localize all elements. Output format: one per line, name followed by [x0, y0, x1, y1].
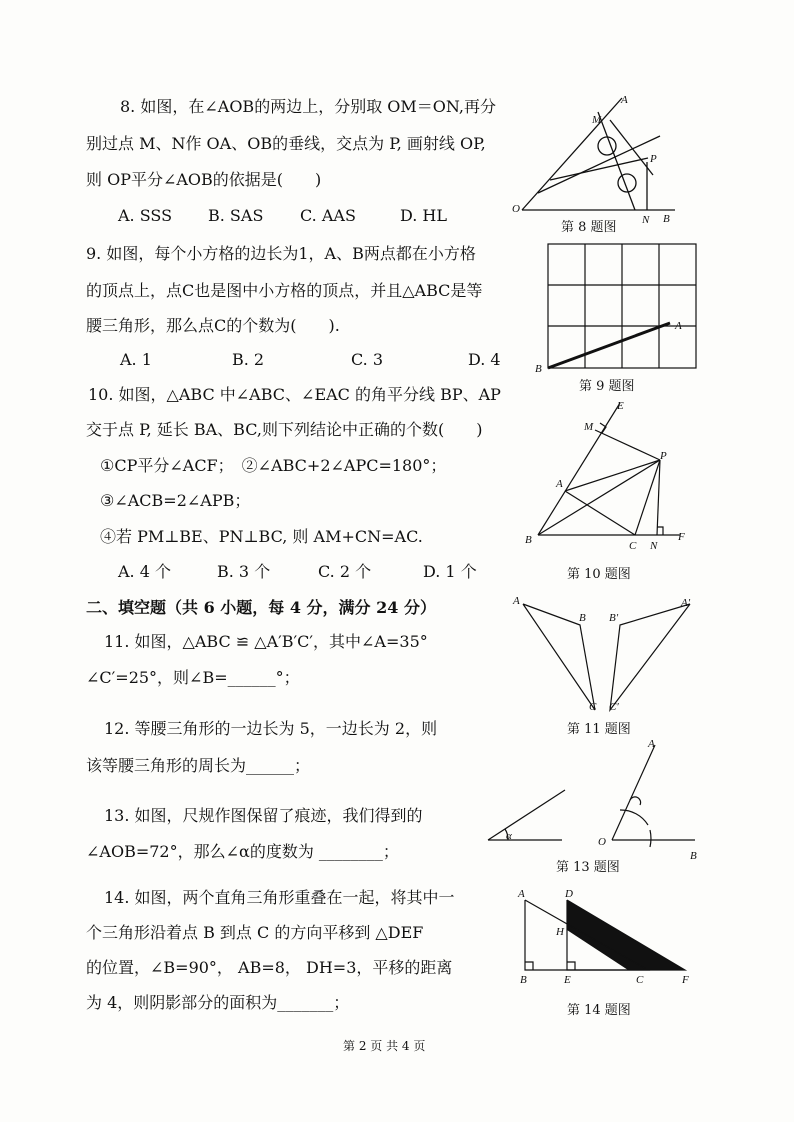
q13-line2: ∠AOB=72°，那么∠α的度数为 ________；	[86, 842, 399, 861]
q11-label-C: C	[589, 701, 597, 713]
q11-label-B: B	[579, 612, 586, 624]
q14-line4: 为 4，则阴影部分的面积为_______；	[86, 993, 350, 1012]
q8-option-c: C. AAS	[300, 206, 356, 225]
q11-line1: 11. 如图，△ABC ≌ △A′B′C′，其中∠A=35°	[104, 632, 428, 651]
q13-caption: 第 13 题图	[556, 860, 620, 875]
q11-label-A-prime: A′	[681, 597, 691, 609]
q10-statement-1: ①CP平分∠ACF； ②∠ABC+2∠APC=180°；	[100, 456, 447, 475]
q9-option-c: C. 3	[351, 350, 384, 369]
q10-option-b: B. 3 个	[217, 562, 271, 581]
q9-line1: 9. 如图，每个小方格的边长为1，A、B两点都在小方格	[86, 244, 476, 263]
q11-label-C-prime: C′	[609, 701, 619, 713]
page-footer: 第 2 页 共 4 页	[343, 1039, 426, 1053]
q10-line1: 10. 如图，△ABC 中∠ABC、∠EAC 的角平分线 BP、AP	[88, 385, 501, 404]
q14-label-D: D	[565, 888, 573, 900]
q8-option-d: D. HL	[400, 206, 448, 225]
q9-caption: 第 9 题图	[579, 379, 635, 394]
q9-line3: 腰三角形，那么点C的个数为( ).	[86, 316, 340, 335]
q13-line1: 13. 如图，尺规作图保留了痕迹，我们得到的	[104, 806, 423, 825]
q8-label-B: B	[663, 213, 670, 225]
q13-label-B: B	[690, 850, 697, 862]
q9-label-B: B	[535, 363, 542, 375]
q9-label-A: A	[675, 320, 682, 332]
q9-line2: 的顶点上，点C也是图中小方格的顶点，并且△ABC是等	[86, 281, 483, 300]
q8-label-M: M	[592, 114, 602, 126]
q10-label-P: P	[660, 450, 667, 462]
q10-label-E: E	[617, 400, 624, 412]
q14-label-A: A	[518, 888, 525, 900]
q12-line2: 该等腰三角形的周长为______；	[86, 756, 311, 775]
q8-figure	[510, 90, 690, 225]
q10-statement-3: ③∠ACB=2∠APB；	[100, 491, 251, 510]
q10-line2: 交于点 P, 延长 BA、BC,则下列结论中正确的个数( )	[86, 420, 483, 439]
q14-label-E: E	[564, 974, 571, 986]
q10-option-d: D. 1 个	[423, 562, 477, 581]
q13-label-A: A	[648, 738, 655, 750]
q14-figure	[510, 885, 700, 990]
q9-figure	[530, 240, 700, 375]
q10-caption: 第 10 题图	[567, 567, 631, 582]
q8-line3: 则 OP平分∠AOB的依据是( )	[86, 170, 322, 189]
q10-option-c: C. 2 个	[318, 562, 372, 581]
q14-label-B: B	[520, 974, 527, 986]
q8-caption: 第 8 题图	[561, 220, 617, 235]
q13-figure	[480, 735, 705, 865]
q10-label-M: M	[584, 421, 594, 433]
q14-label-H: H	[556, 926, 564, 938]
q9-option-b: B. 2	[232, 350, 265, 369]
q10-label-N: N	[650, 540, 658, 552]
q11-figure	[505, 592, 705, 722]
q10-figure	[520, 395, 700, 555]
q9-option-d: D. 4	[468, 350, 501, 369]
q14-line1: 14. 如图，两个直角三角形重叠在一起，将其中一	[104, 888, 455, 907]
q8-label-N: N	[642, 214, 650, 225]
q14-label-C: C	[636, 974, 644, 986]
q11-label-A: A	[513, 595, 520, 607]
q13-label-O: O	[598, 836, 606, 848]
q8-label-A: A	[621, 94, 628, 106]
q14-caption: 第 14 题图	[567, 1003, 631, 1018]
q10-label-F: F	[678, 531, 685, 543]
q10-label-C: C	[629, 540, 637, 552]
q10-label-B: B	[525, 534, 532, 546]
q8-line2: 别过点 M、N作 OA、OB的垂线，交点为 P, 画射线 OP,	[86, 134, 486, 153]
q10-option-a: A. 4 个	[118, 562, 171, 581]
q14-label-F: F	[682, 974, 689, 986]
q13-label-alpha: α	[506, 830, 512, 842]
q8-label-O: O	[512, 203, 520, 215]
q11-caption: 第 11 题图	[567, 722, 631, 737]
q9-option-a: A. 1	[120, 350, 152, 369]
section-2-heading: 二、填空题（共 6 小题，每 4 分，满分 24 分）	[86, 598, 436, 617]
q10-statement-4: ④若 PM⊥BE、PN⊥BC, 则 AM+CN=AC.	[100, 527, 423, 546]
q8-line1: 8. 如图，在∠AOB的两边上，分别取 OM＝ON,再分	[120, 97, 496, 116]
q11-line2: ∠C′=25°，则∠B=______°；	[86, 668, 300, 687]
q11-label-B-prime: B′	[609, 612, 619, 624]
q14-line3: 的位置，∠B=90°， AB=8， DH=3，平移的距离	[86, 958, 453, 977]
q12-line1: 12. 等腰三角形的一边长为 5，一边长为 2，则	[104, 719, 438, 738]
q14-line2: 个三角形沿着点 B 到点 C 的方向平移到 △DEF	[86, 923, 424, 942]
q8-option-b: B. SAS	[208, 206, 264, 225]
q8-label-P: P	[650, 153, 657, 165]
q8-option-a: A. SSS	[118, 206, 173, 225]
q10-label-A: A	[556, 478, 563, 490]
